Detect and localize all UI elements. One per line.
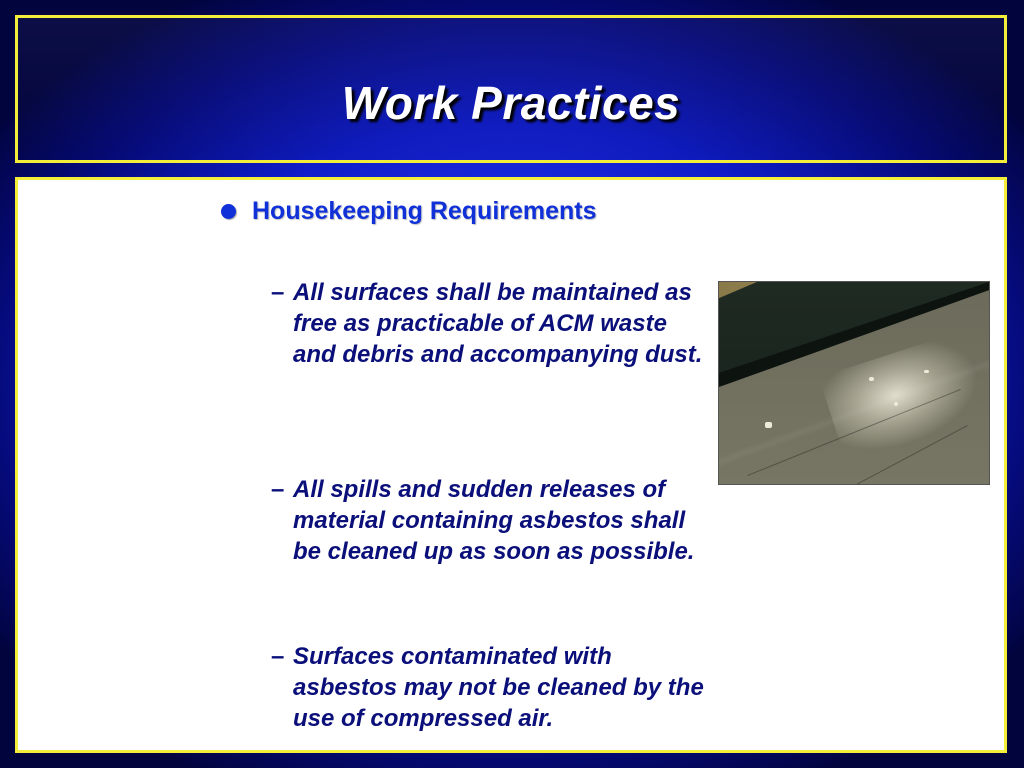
slide-title: Work Practices bbox=[341, 77, 681, 129]
sub-bullet-item bbox=[271, 474, 711, 567]
sub-bullet-text: All spills and sudden releases of material containing asbestos shall be cleaned up as soon as possible. bbox=[293, 476, 695, 565]
sub-bullet-item bbox=[271, 277, 711, 370]
dash-icon: – bbox=[271, 279, 285, 306]
floor-debris-photo bbox=[718, 281, 990, 485]
sub-bullet-text: All surfaces shall be maintained as free as practicable of ACM waste and debris and accompanying dust. bbox=[293, 279, 703, 368]
photo-debris-speck bbox=[869, 377, 874, 381]
photo-debris-speck bbox=[894, 402, 898, 406]
sub-bullet-text: Surfaces contaminated with asbestos may not be cleaned by the use of compressed air. bbox=[293, 643, 704, 732]
photo-debris-speck bbox=[924, 370, 929, 373]
photo-debris-speck bbox=[765, 422, 772, 428]
content-frame bbox=[15, 177, 1007, 753]
bullet-heading: Housekeeping Requirements bbox=[252, 197, 597, 225]
dash-icon: – bbox=[271, 476, 285, 503]
bullet-dot-icon bbox=[221, 204, 236, 219]
sub-bullet-item bbox=[271, 641, 711, 734]
title-frame bbox=[15, 15, 1007, 163]
dash-icon: – bbox=[271, 643, 285, 670]
photo-dust bbox=[819, 331, 989, 463]
bullet-item bbox=[221, 197, 597, 226]
